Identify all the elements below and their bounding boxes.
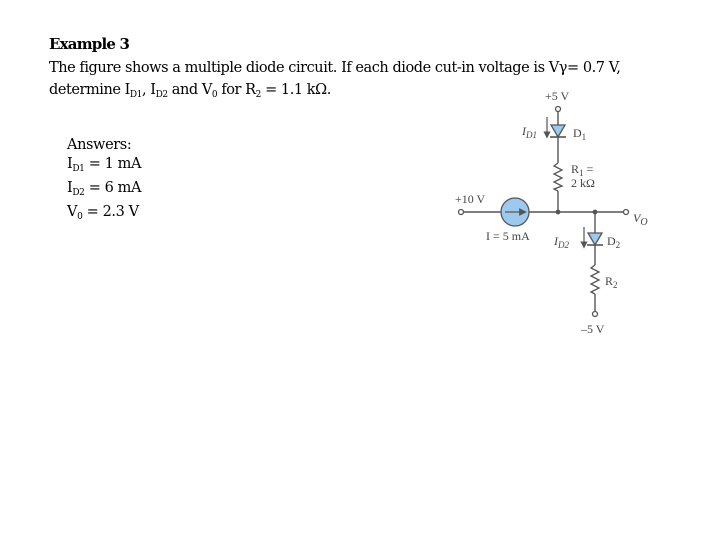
bottom-supply-label: –5 V xyxy=(581,322,605,336)
left-supply-label: +10 V xyxy=(455,192,486,206)
top-terminal xyxy=(556,107,561,112)
current-source-label: I = 5 mA xyxy=(486,229,530,243)
r1-label: $R_1$ = xyxy=(571,162,594,178)
resistor-r1 xyxy=(554,163,562,191)
problem-line-2: determine $I_{D1}$, $I_{D2}$ and $V_0$ for $R_2 = 1.1$ kΩ. xyxy=(49,82,331,100)
answer-id2: $I_{D2} = 6$ mA xyxy=(67,180,142,198)
vo-label: $V_O$ xyxy=(633,211,648,228)
d2-label: $D_2$ xyxy=(607,234,621,250)
left-terminal xyxy=(459,210,464,215)
answer-vo: $V_0 = 2.3$ V xyxy=(67,204,139,222)
d1-label: $D_1$ xyxy=(573,126,587,142)
answer-id1: $I_{D1} = 1$ mA xyxy=(67,156,142,174)
answers-header: Answers: xyxy=(67,137,132,153)
junction-dot xyxy=(556,210,561,215)
bottom-terminal xyxy=(593,312,598,317)
answers-block xyxy=(67,136,141,227)
problem-line-1: The figure shows a multiple diode circuit. If each diode cut-in voltage is Vγ= 0.7 V, xyxy=(49,60,621,76)
r2-label: $R_2$ xyxy=(605,274,618,290)
diode-d2 xyxy=(588,233,602,245)
id1-label: $I_{D1}$ xyxy=(522,124,537,140)
id2-label: $I_{D2}$ xyxy=(554,234,569,250)
vo-terminal xyxy=(624,210,629,215)
example-heading: Example 3 xyxy=(49,35,130,53)
diode-d1 xyxy=(551,125,565,137)
top-supply-label: +5 V xyxy=(545,89,570,103)
resistor-r2 xyxy=(591,265,599,294)
r1-value: 2 kΩ xyxy=(571,176,595,190)
diode-circuit-diagram xyxy=(445,85,665,345)
